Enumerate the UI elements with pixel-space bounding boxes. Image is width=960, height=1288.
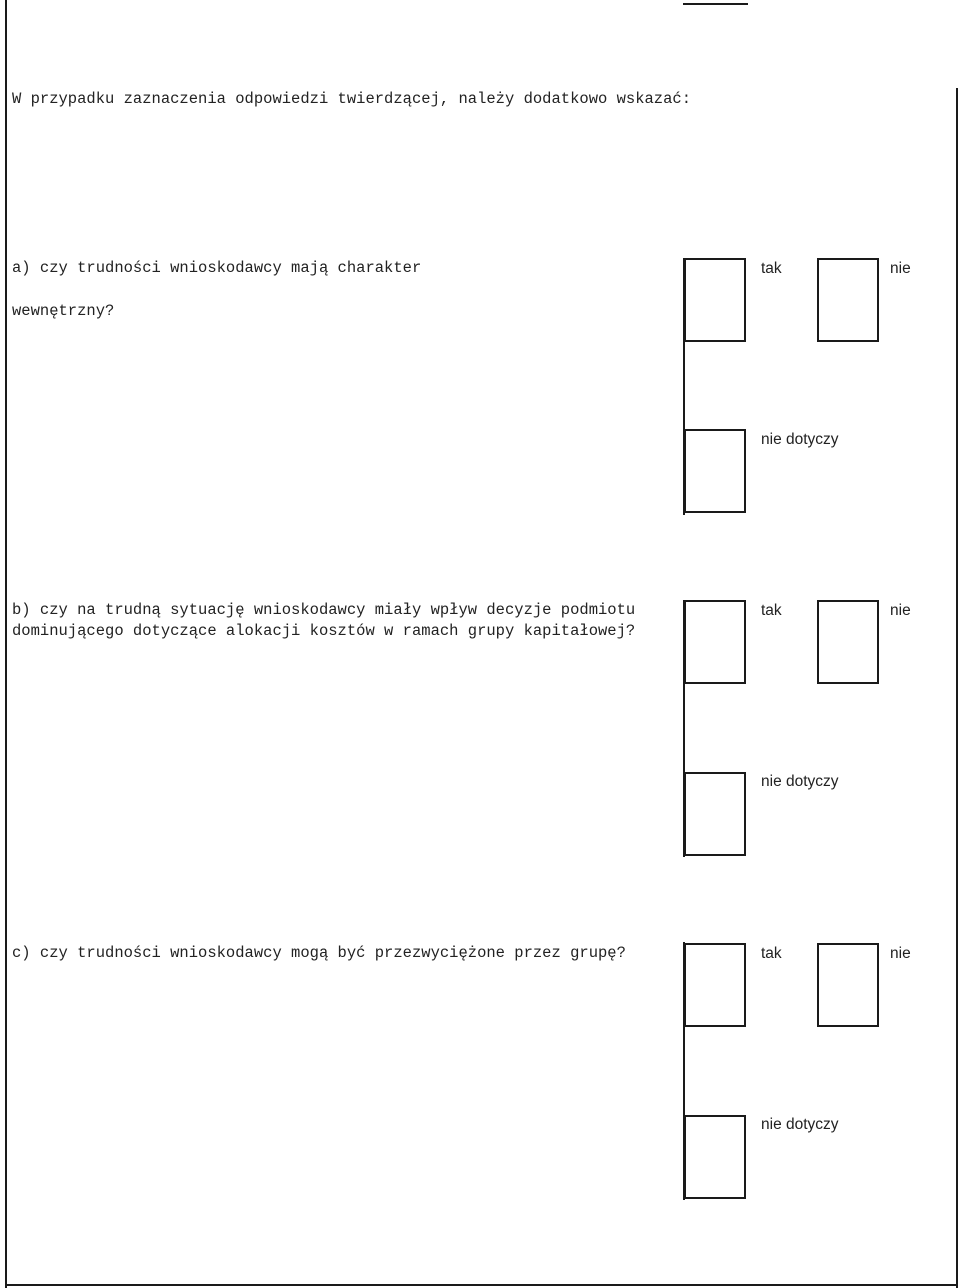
- question-a-yes-label: tak: [761, 260, 782, 277]
- question-b-line-2: dominującego dotyczące alokacji kosztów w ramach grupy kapitałowej?: [12, 622, 636, 640]
- frame-top-tick: [683, 3, 748, 5]
- question-b-yes-checkbox[interactable]: [684, 600, 746, 684]
- question-c-no-checkbox[interactable]: [817, 943, 879, 1027]
- question-a-na-checkbox[interactable]: [684, 429, 746, 513]
- question-c-yes-label: tak: [761, 945, 782, 962]
- question-c-no-label: nie: [890, 945, 911, 962]
- frame-bottom-border: [5, 1284, 958, 1286]
- question-a-line-1: a) czy trudności wnioskodawcy mają charakter: [12, 259, 422, 277]
- question-a-no-checkbox[interactable]: [817, 258, 879, 342]
- question-b-line-1: b) czy na trudną sytuację wnioskodawcy miały wpływ decyzje podmiotu: [12, 601, 636, 619]
- question-a-yes-checkbox[interactable]: [684, 258, 746, 342]
- question-b-no-label: nie: [890, 602, 911, 619]
- question-a-na-label: nie dotyczy: [761, 431, 839, 448]
- question-b-na-checkbox[interactable]: [684, 772, 746, 856]
- question-c-yes-checkbox[interactable]: [684, 943, 746, 1027]
- question-b-no-checkbox[interactable]: [817, 600, 879, 684]
- question-a-no-label: nie: [890, 260, 911, 277]
- question-c-na-label: nie dotyczy: [761, 1116, 839, 1133]
- question-b-na-label: nie dotyczy: [761, 773, 839, 790]
- question-a-line-2: wewnętrzny?: [12, 302, 115, 320]
- question-c-na-checkbox[interactable]: [684, 1115, 746, 1199]
- frame-right-border: [956, 88, 958, 1288]
- intro-text: W przypadku zaznaczenia odpowiedzi twierdzącej, należy dodatkowo wskazać:: [12, 90, 692, 108]
- question-b-yes-label: tak: [761, 602, 782, 619]
- frame-left-border: [5, 0, 7, 1288]
- question-c-line-1: c) czy trudności wnioskodawcy mogą być przezwyciężone przez grupę?: [12, 944, 626, 962]
